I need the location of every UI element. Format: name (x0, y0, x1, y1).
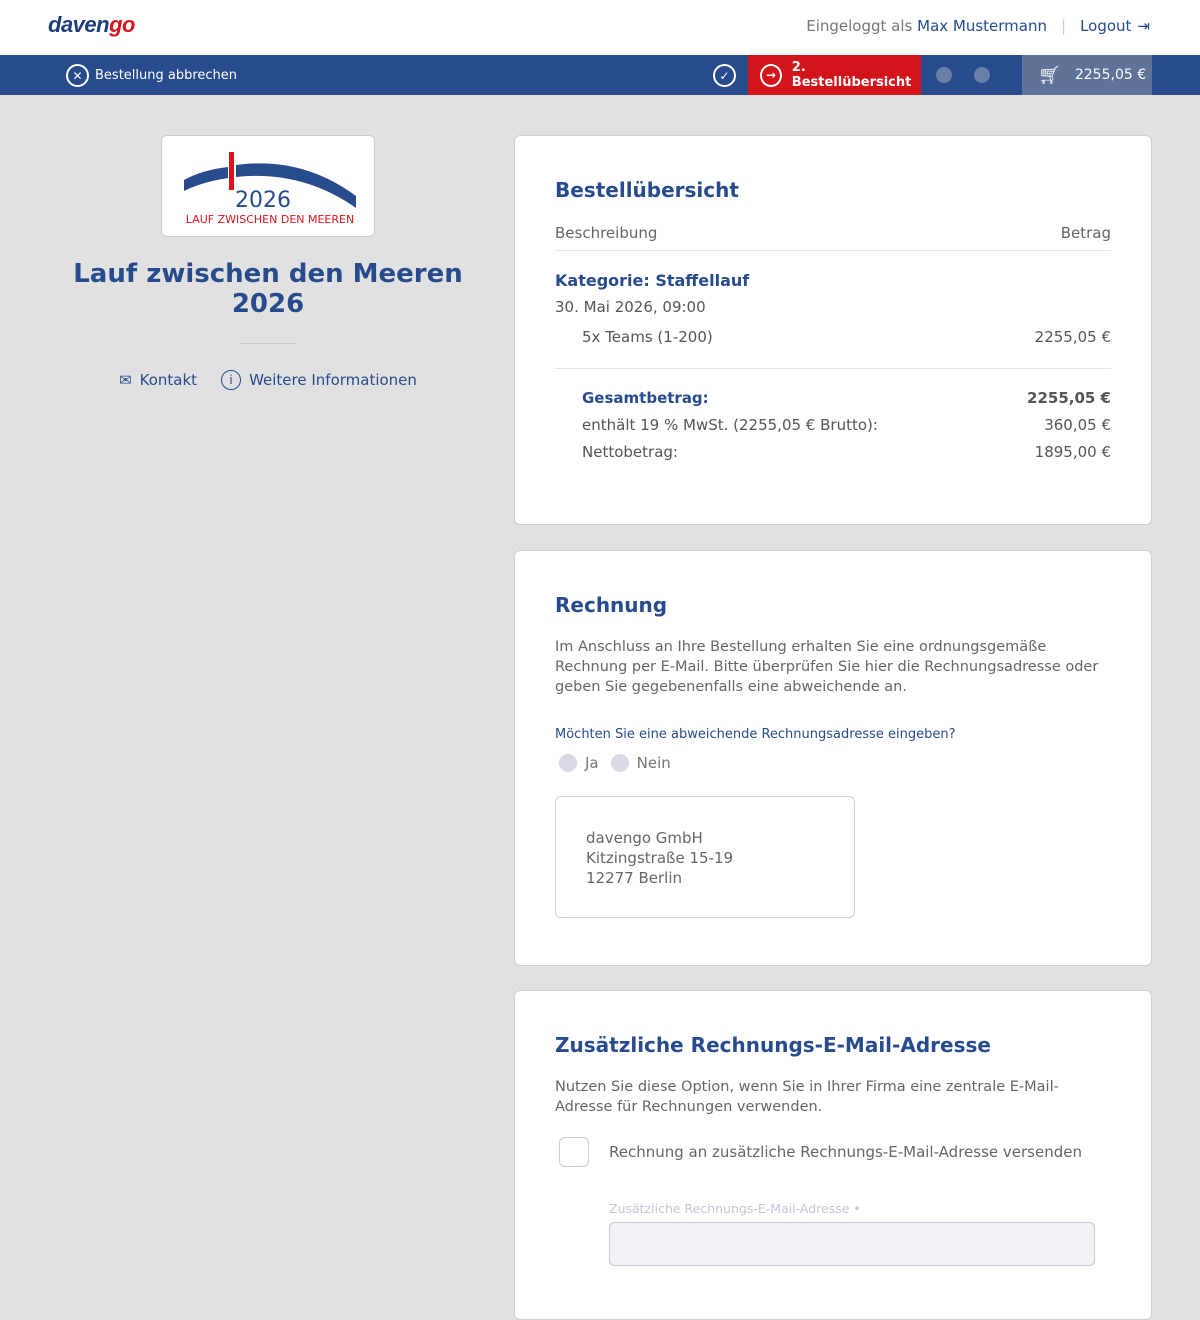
checkout-nav (0, 55, 1200, 95)
close-icon: ✕ (66, 64, 89, 87)
address-line: davengo GmbH (586, 829, 703, 847)
divider (240, 343, 296, 344)
total-row (555, 389, 1111, 407)
net-amount: 1895,00 € (1034, 443, 1111, 461)
category: Kategorie: Staffellauf (555, 271, 750, 290)
net-row (555, 443, 1111, 461)
separator: | (1061, 17, 1067, 35)
invoice-card (514, 550, 1152, 966)
billing-address-box (555, 796, 855, 918)
total-label: Gesamtbetrag: (582, 389, 709, 407)
cart-icon: 🛒︎ (1038, 64, 1061, 86)
email-title: Zusätzliche Rechnungs-E-Mail-Adresse (555, 1033, 991, 1057)
logo-part: go (109, 12, 135, 37)
logo-year: 2026 (235, 188, 291, 213)
radio-no[interactable] (611, 754, 671, 772)
cart-button[interactable] (1022, 55, 1152, 95)
radio-yes-label: Ja (585, 754, 599, 772)
arrow-right-icon: → (760, 64, 782, 87)
event-title: Lauf zwischen den Meeren 2026 (73, 259, 463, 319)
address-line: Kitzingstraße 15-19 (586, 849, 734, 867)
cancel-label: Bestellung abbrechen (95, 68, 238, 83)
logout-icon: ⇥ (1137, 17, 1150, 35)
mail-icon: ✉ (119, 371, 132, 389)
step-3-dot (936, 67, 952, 83)
info-icon: i (221, 370, 241, 390)
invoice-text: Im Anschluss an Ihre Bestellung erhalten Sie eine ordnungsgemäße Rechnung per E-Mail. Bitte überprüfen Sie hier die Rechnungsadresse oder geben Sie gegebenenfalls eine abweichende an. (555, 639, 1099, 695)
step-1-done[interactable] (713, 64, 736, 87)
user-name: Max Mustermann (917, 17, 1047, 35)
vat-label: enthält 19 % MwSt. (2255,05 € Brutto): (582, 416, 878, 434)
send-copy-checkbox-row[interactable] (555, 1137, 1111, 1167)
info-label: Weitere Informationen (249, 371, 417, 389)
step-4-dot (974, 67, 990, 83)
info-link[interactable] (221, 370, 417, 390)
summary-title: Bestellübersicht (555, 178, 739, 202)
cancel-order-button[interactable] (66, 64, 237, 87)
total-amount: 2255,05 € (1027, 389, 1111, 407)
logout-label: Logout (1080, 17, 1132, 35)
summary-header (555, 224, 1111, 251)
user-area (806, 17, 1150, 35)
email-field-label: Zusätzliche Rechnungs-E-Mail-Adresse (609, 1201, 850, 1216)
event-date: 30. Mai 2026, 09:00 (555, 298, 706, 316)
event-logo (161, 135, 375, 237)
contact-link[interactable] (119, 370, 197, 390)
checkbox-label: Rechnung an zusätzliche Rechnungs-E-Mail-Adresse versenden (609, 1143, 1082, 1161)
check-icon: ✓ (713, 64, 736, 87)
required-marker: • (853, 1201, 861, 1216)
item-label: 5x Teams (1-200) (582, 328, 713, 346)
net-label: Nettobetrag: (582, 443, 678, 461)
vat-amount: 360,05 € (1044, 416, 1111, 434)
davengo-logo[interactable] (48, 12, 135, 38)
invoice-title: Rechnung (555, 593, 668, 617)
logout-link[interactable] (1080, 17, 1150, 35)
radio-circle (559, 754, 577, 772)
radio-no-label: Nein (636, 754, 671, 772)
event-panel (48, 135, 488, 390)
radio-yes[interactable] (559, 754, 599, 772)
col-amount: Betrag (1060, 224, 1111, 242)
radio-circle (611, 754, 629, 772)
current-step-label: 2. Bestellübersicht (791, 60, 912, 90)
additional-email-card (514, 990, 1152, 1320)
item-amount: 2255,05 € (1034, 328, 1111, 346)
logged-in-label: Eingeloggt als (806, 17, 913, 35)
checkbox[interactable] (559, 1137, 589, 1167)
order-summary-card (514, 135, 1152, 525)
contact-label: Kontakt (139, 371, 198, 389)
step-2-current (748, 55, 921, 95)
col-description: Beschreibung (555, 224, 658, 242)
address-line: 12277 Berlin (586, 869, 683, 887)
alt-address-question: Möchten Sie eine abweichende Rechnungsadresse eingeben? (555, 727, 956, 742)
logo-part: daven (48, 12, 110, 37)
cart-total: 2255,05 € (1074, 67, 1147, 83)
email-text: Nutzen Sie diese Option, wenn Sie in Ihrer Firma eine zentrale E-Mail-Adresse für Rechnungen verwenden. (555, 1079, 1059, 1115)
top-header (0, 0, 1200, 55)
vat-row (555, 416, 1111, 434)
logo-text: LAUF ZWISCHEN DEN MEEREN (185, 213, 355, 226)
additional-email-input[interactable] (609, 1222, 1095, 1266)
line-item (555, 328, 1111, 369)
